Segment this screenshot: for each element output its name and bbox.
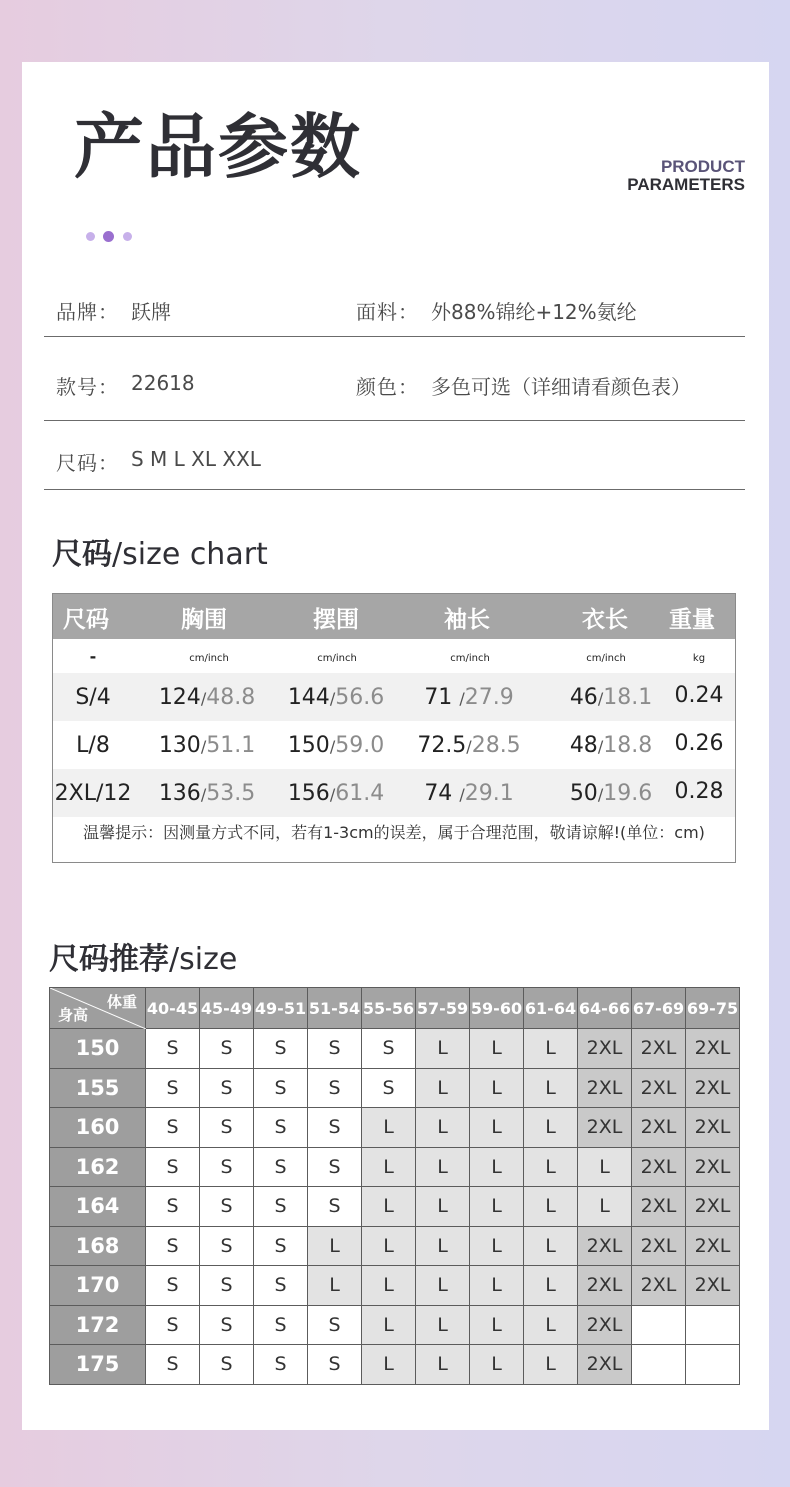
table-row bbox=[50, 1226, 740, 1266]
size-cell: L bbox=[524, 1068, 578, 1108]
size-cell: L bbox=[308, 1266, 362, 1306]
size-cell: S bbox=[254, 1029, 308, 1069]
size-cell: S bbox=[254, 1108, 308, 1148]
size-cell: 2XL bbox=[632, 1147, 686, 1187]
size-chart-header bbox=[53, 594, 735, 639]
chest-inch: 51.1 bbox=[206, 733, 256, 758]
row-weight: 0.28 bbox=[674, 779, 724, 804]
size-cell: S bbox=[146, 1068, 200, 1108]
size-chart-title-en: /size chart bbox=[112, 537, 268, 572]
size-cell bbox=[632, 1345, 686, 1385]
size-cell: 2XL bbox=[632, 1226, 686, 1266]
size-cell: L bbox=[470, 1147, 524, 1187]
sleeve-cm: 72.5 bbox=[417, 733, 467, 758]
height-cell: 168 bbox=[50, 1226, 146, 1266]
size-cell: L bbox=[416, 1029, 470, 1069]
weight-range-header: 69-75 bbox=[686, 988, 740, 1029]
hem-cm: 144 bbox=[287, 685, 330, 710]
table-row bbox=[50, 1305, 740, 1345]
material-value: 外88%锦纶+12%氨纶 bbox=[431, 300, 637, 324]
size-cell: L bbox=[524, 1226, 578, 1266]
size-chart-row bbox=[53, 673, 735, 721]
size-cell: L bbox=[524, 1187, 578, 1227]
slash: / bbox=[597, 689, 604, 708]
chest-cm: 130 bbox=[158, 733, 201, 758]
size-cell: L bbox=[416, 1305, 470, 1345]
size-cell: L bbox=[416, 1108, 470, 1148]
size-cell: S bbox=[254, 1187, 308, 1227]
size-chart-row bbox=[53, 769, 735, 817]
size-cell: S bbox=[200, 1147, 254, 1187]
size-chart-units bbox=[53, 639, 735, 673]
table-row bbox=[50, 1187, 740, 1227]
height-cell: 155 bbox=[50, 1068, 146, 1108]
size-cell: S bbox=[308, 1147, 362, 1187]
size-cell: S bbox=[254, 1305, 308, 1345]
info-row-size bbox=[44, 421, 745, 490]
table-row bbox=[50, 1266, 740, 1306]
chest-cm: 136 bbox=[158, 781, 201, 806]
header-weight: 重量 bbox=[669, 607, 715, 633]
table-row bbox=[50, 1345, 740, 1385]
weight-range-header: 61-64 bbox=[524, 988, 578, 1029]
unit-hem: cm/inch bbox=[317, 653, 357, 664]
size-cell: S bbox=[200, 1108, 254, 1148]
size-cell: L bbox=[524, 1305, 578, 1345]
size-cell: L bbox=[524, 1345, 578, 1385]
size-cell: L bbox=[362, 1147, 416, 1187]
size-cell: S bbox=[200, 1226, 254, 1266]
size-cell bbox=[632, 1305, 686, 1345]
size-cell: L bbox=[470, 1029, 524, 1069]
size-cell: S bbox=[254, 1147, 308, 1187]
recommend-title bbox=[49, 934, 237, 978]
hem-inch: 61.4 bbox=[335, 781, 385, 806]
size-cell: 2XL bbox=[632, 1266, 686, 1306]
size-cell: L bbox=[416, 1187, 470, 1227]
size-cell: L bbox=[362, 1108, 416, 1148]
size-cell: L bbox=[578, 1187, 632, 1227]
dot-icon bbox=[103, 231, 114, 242]
material-label: 面料： bbox=[356, 300, 419, 324]
unit-weight: kg bbox=[692, 653, 706, 664]
size-cell: S bbox=[254, 1266, 308, 1306]
size-cell: S bbox=[308, 1029, 362, 1069]
size-cell: S bbox=[146, 1108, 200, 1148]
dot-icon bbox=[123, 232, 132, 241]
corner-weight-label: 体重 bbox=[106, 993, 137, 1011]
size-value: S M L XL XXL bbox=[131, 447, 261, 471]
size-cell: S bbox=[308, 1187, 362, 1227]
chest-cm: 124 bbox=[158, 685, 201, 710]
size-cell: S bbox=[146, 1029, 200, 1069]
table-row bbox=[50, 1029, 740, 1069]
slash: / bbox=[459, 785, 465, 804]
size-cell: 2XL bbox=[686, 1029, 740, 1069]
measurement-note: 温馨提示：因测量方式不同，若有1-3cm的误差，属于合理范围，敬请谅解!(单位：cm) bbox=[83, 823, 705, 842]
row-size: S/4 bbox=[75, 685, 111, 710]
size-cell: S bbox=[362, 1029, 416, 1069]
sleeve-inch: 29.1 bbox=[464, 781, 514, 806]
size-cell: S bbox=[146, 1147, 200, 1187]
size-cell bbox=[686, 1305, 740, 1345]
size-cell: S bbox=[308, 1068, 362, 1108]
length-inch: 18.1 bbox=[603, 685, 653, 710]
sleeve-cm: 74 bbox=[424, 781, 460, 806]
table-corner bbox=[50, 988, 146, 1029]
size-chart-title bbox=[52, 529, 268, 573]
size-cell: L bbox=[470, 1068, 524, 1108]
size-cell: S bbox=[200, 1187, 254, 1227]
size-cell: L bbox=[362, 1345, 416, 1385]
length-inch: 19.6 bbox=[603, 781, 653, 806]
page-title: 产品参数 bbox=[74, 106, 362, 188]
size-cell: S bbox=[308, 1108, 362, 1148]
slash: / bbox=[329, 737, 336, 756]
hem-inch: 59.0 bbox=[335, 733, 385, 758]
size-cell: S bbox=[200, 1068, 254, 1108]
info-row-brand bbox=[44, 274, 745, 337]
weight-range-header: 64-66 bbox=[578, 988, 632, 1029]
chest-inch: 53.5 bbox=[206, 781, 256, 806]
size-cell: L bbox=[416, 1068, 470, 1108]
hem-inch: 56.6 bbox=[335, 685, 385, 710]
height-cell: 164 bbox=[50, 1187, 146, 1227]
size-cell: L bbox=[416, 1345, 470, 1385]
slash: / bbox=[200, 689, 207, 708]
size-cell: L bbox=[416, 1266, 470, 1306]
weight-range-header: 67-69 bbox=[632, 988, 686, 1029]
row-weight: 0.26 bbox=[674, 731, 724, 756]
slash: / bbox=[200, 737, 207, 756]
size-cell: L bbox=[524, 1147, 578, 1187]
hem-cm: 156 bbox=[287, 781, 330, 806]
weight-range-header: 45-49 bbox=[200, 988, 254, 1029]
slash: / bbox=[329, 689, 336, 708]
size-cell: S bbox=[254, 1068, 308, 1108]
table-row bbox=[50, 1108, 740, 1148]
size-cell: S bbox=[254, 1226, 308, 1266]
size-chart-row bbox=[53, 721, 735, 769]
slash: / bbox=[200, 785, 207, 804]
row-size: L/8 bbox=[76, 733, 110, 758]
brand-value: 跃牌 bbox=[131, 300, 171, 324]
size-cell: L bbox=[416, 1147, 470, 1187]
slash: / bbox=[597, 785, 604, 804]
size-cell: 2XL bbox=[578, 1108, 632, 1148]
size-cell: 2XL bbox=[578, 1345, 632, 1385]
size-cell: S bbox=[146, 1305, 200, 1345]
size-cell: 2XL bbox=[578, 1305, 632, 1345]
size-cell: L bbox=[524, 1029, 578, 1069]
size-cell: L bbox=[470, 1226, 524, 1266]
slash: / bbox=[329, 785, 336, 804]
size-cell: L bbox=[362, 1226, 416, 1266]
size-cell: L bbox=[524, 1108, 578, 1148]
size-cell bbox=[686, 1345, 740, 1385]
table-row bbox=[50, 1068, 740, 1108]
size-cell: S bbox=[200, 1029, 254, 1069]
length-inch: 18.8 bbox=[603, 733, 653, 758]
size-cell: L bbox=[470, 1187, 524, 1227]
size-cell: L bbox=[470, 1345, 524, 1385]
size-cell: L bbox=[362, 1266, 416, 1306]
size-cell: 2XL bbox=[578, 1068, 632, 1108]
row-weight: 0.24 bbox=[674, 683, 724, 708]
size-cell: S bbox=[146, 1187, 200, 1227]
size-cell: 2XL bbox=[686, 1068, 740, 1108]
unit-size: - bbox=[89, 647, 97, 666]
table-row bbox=[50, 1147, 740, 1187]
size-chart-title-cn: 尺码 bbox=[52, 537, 112, 572]
size-recommend-table bbox=[49, 987, 740, 1385]
weight-range-header: 40-45 bbox=[146, 988, 200, 1029]
height-cell: 150 bbox=[50, 1029, 146, 1069]
size-label: 尺码： bbox=[56, 451, 119, 475]
size-cell: S bbox=[200, 1305, 254, 1345]
unit-sleeve: cm/inch bbox=[450, 653, 490, 664]
slash: / bbox=[466, 737, 472, 756]
size-cell: L bbox=[308, 1226, 362, 1266]
size-cell: 2XL bbox=[686, 1226, 740, 1266]
sleeve-cm: 71 bbox=[424, 685, 460, 710]
subtitle-line2: PARAMETERS bbox=[627, 175, 745, 194]
size-cell: L bbox=[362, 1305, 416, 1345]
size-cell: L bbox=[578, 1147, 632, 1187]
size-cell: L bbox=[524, 1266, 578, 1306]
size-cell: 2XL bbox=[632, 1068, 686, 1108]
size-cell: 2XL bbox=[686, 1147, 740, 1187]
size-cell: 2XL bbox=[632, 1029, 686, 1069]
style-label: 款号： bbox=[56, 375, 119, 399]
dot-icon bbox=[86, 232, 95, 241]
header-chest: 胸围 bbox=[181, 607, 227, 633]
size-cell: S bbox=[200, 1345, 254, 1385]
chest-inch: 48.8 bbox=[206, 685, 256, 710]
height-cell: 175 bbox=[50, 1345, 146, 1385]
style-value: 22618 bbox=[131, 371, 195, 395]
length-cm: 50 bbox=[569, 781, 598, 806]
unit-chest: cm/inch bbox=[189, 653, 229, 664]
size-cell: 2XL bbox=[686, 1266, 740, 1306]
size-cell: S bbox=[254, 1345, 308, 1385]
size-cell: L bbox=[470, 1305, 524, 1345]
size-cell: L bbox=[470, 1108, 524, 1148]
size-cell: S bbox=[200, 1266, 254, 1306]
size-cell: S bbox=[146, 1226, 200, 1266]
corner-height-label: 身高 bbox=[58, 1006, 89, 1024]
size-cell: S bbox=[308, 1345, 362, 1385]
height-cell: 170 bbox=[50, 1266, 146, 1306]
header-hem: 摆围 bbox=[313, 607, 359, 633]
recommend-title-en: /size bbox=[169, 942, 238, 977]
size-cell: S bbox=[362, 1068, 416, 1108]
height-cell: 160 bbox=[50, 1108, 146, 1148]
length-cm: 46 bbox=[569, 685, 598, 710]
subtitle-line1: PRODUCT bbox=[660, 157, 745, 176]
weight-range-header: 49-51 bbox=[254, 988, 308, 1029]
brand-label: 品牌： bbox=[56, 300, 119, 324]
height-cell: 162 bbox=[50, 1147, 146, 1187]
hem-cm: 150 bbox=[287, 733, 330, 758]
length-cm: 48 bbox=[569, 733, 598, 758]
size-cell: S bbox=[146, 1345, 200, 1385]
sleeve-inch: 28.5 bbox=[471, 733, 521, 758]
color-value: 多色可选（详细请看颜色表） bbox=[431, 375, 691, 399]
row-size: 2XL/12 bbox=[54, 781, 132, 806]
info-row-style bbox=[44, 337, 745, 421]
slash: / bbox=[597, 737, 604, 756]
header-size: 尺码 bbox=[63, 607, 109, 633]
size-cell: L bbox=[416, 1226, 470, 1266]
weight-range-header: 57-59 bbox=[416, 988, 470, 1029]
size-cell: S bbox=[146, 1266, 200, 1306]
size-cell: L bbox=[470, 1266, 524, 1306]
sleeve-inch: 27.9 bbox=[464, 685, 514, 710]
page-subtitle bbox=[627, 158, 745, 194]
weight-range-header: 59-60 bbox=[470, 988, 524, 1029]
slash: / bbox=[459, 689, 465, 708]
size-cell: 2XL bbox=[578, 1266, 632, 1306]
size-chart-table bbox=[52, 593, 736, 863]
size-cell: S bbox=[308, 1305, 362, 1345]
size-cell: 2XL bbox=[632, 1187, 686, 1227]
size-cell: L bbox=[362, 1187, 416, 1227]
size-cell: 2XL bbox=[578, 1029, 632, 1069]
size-cell: 2XL bbox=[578, 1226, 632, 1266]
weight-header-row bbox=[50, 988, 740, 1029]
color-label: 颜色： bbox=[356, 375, 419, 399]
weight-range-header: 51-54 bbox=[308, 988, 362, 1029]
size-cell: 2XL bbox=[686, 1187, 740, 1227]
height-cell: 172 bbox=[50, 1305, 146, 1345]
product-card bbox=[22, 62, 769, 1430]
header-length: 衣长 bbox=[582, 607, 628, 633]
size-cell: 2XL bbox=[686, 1108, 740, 1148]
weight-range-header: 55-56 bbox=[362, 988, 416, 1029]
size-cell: 2XL bbox=[632, 1108, 686, 1148]
header-sleeve: 袖长 bbox=[444, 607, 490, 633]
recommend-title-cn: 尺码推荐 bbox=[49, 942, 169, 977]
unit-length: cm/inch bbox=[586, 653, 626, 664]
